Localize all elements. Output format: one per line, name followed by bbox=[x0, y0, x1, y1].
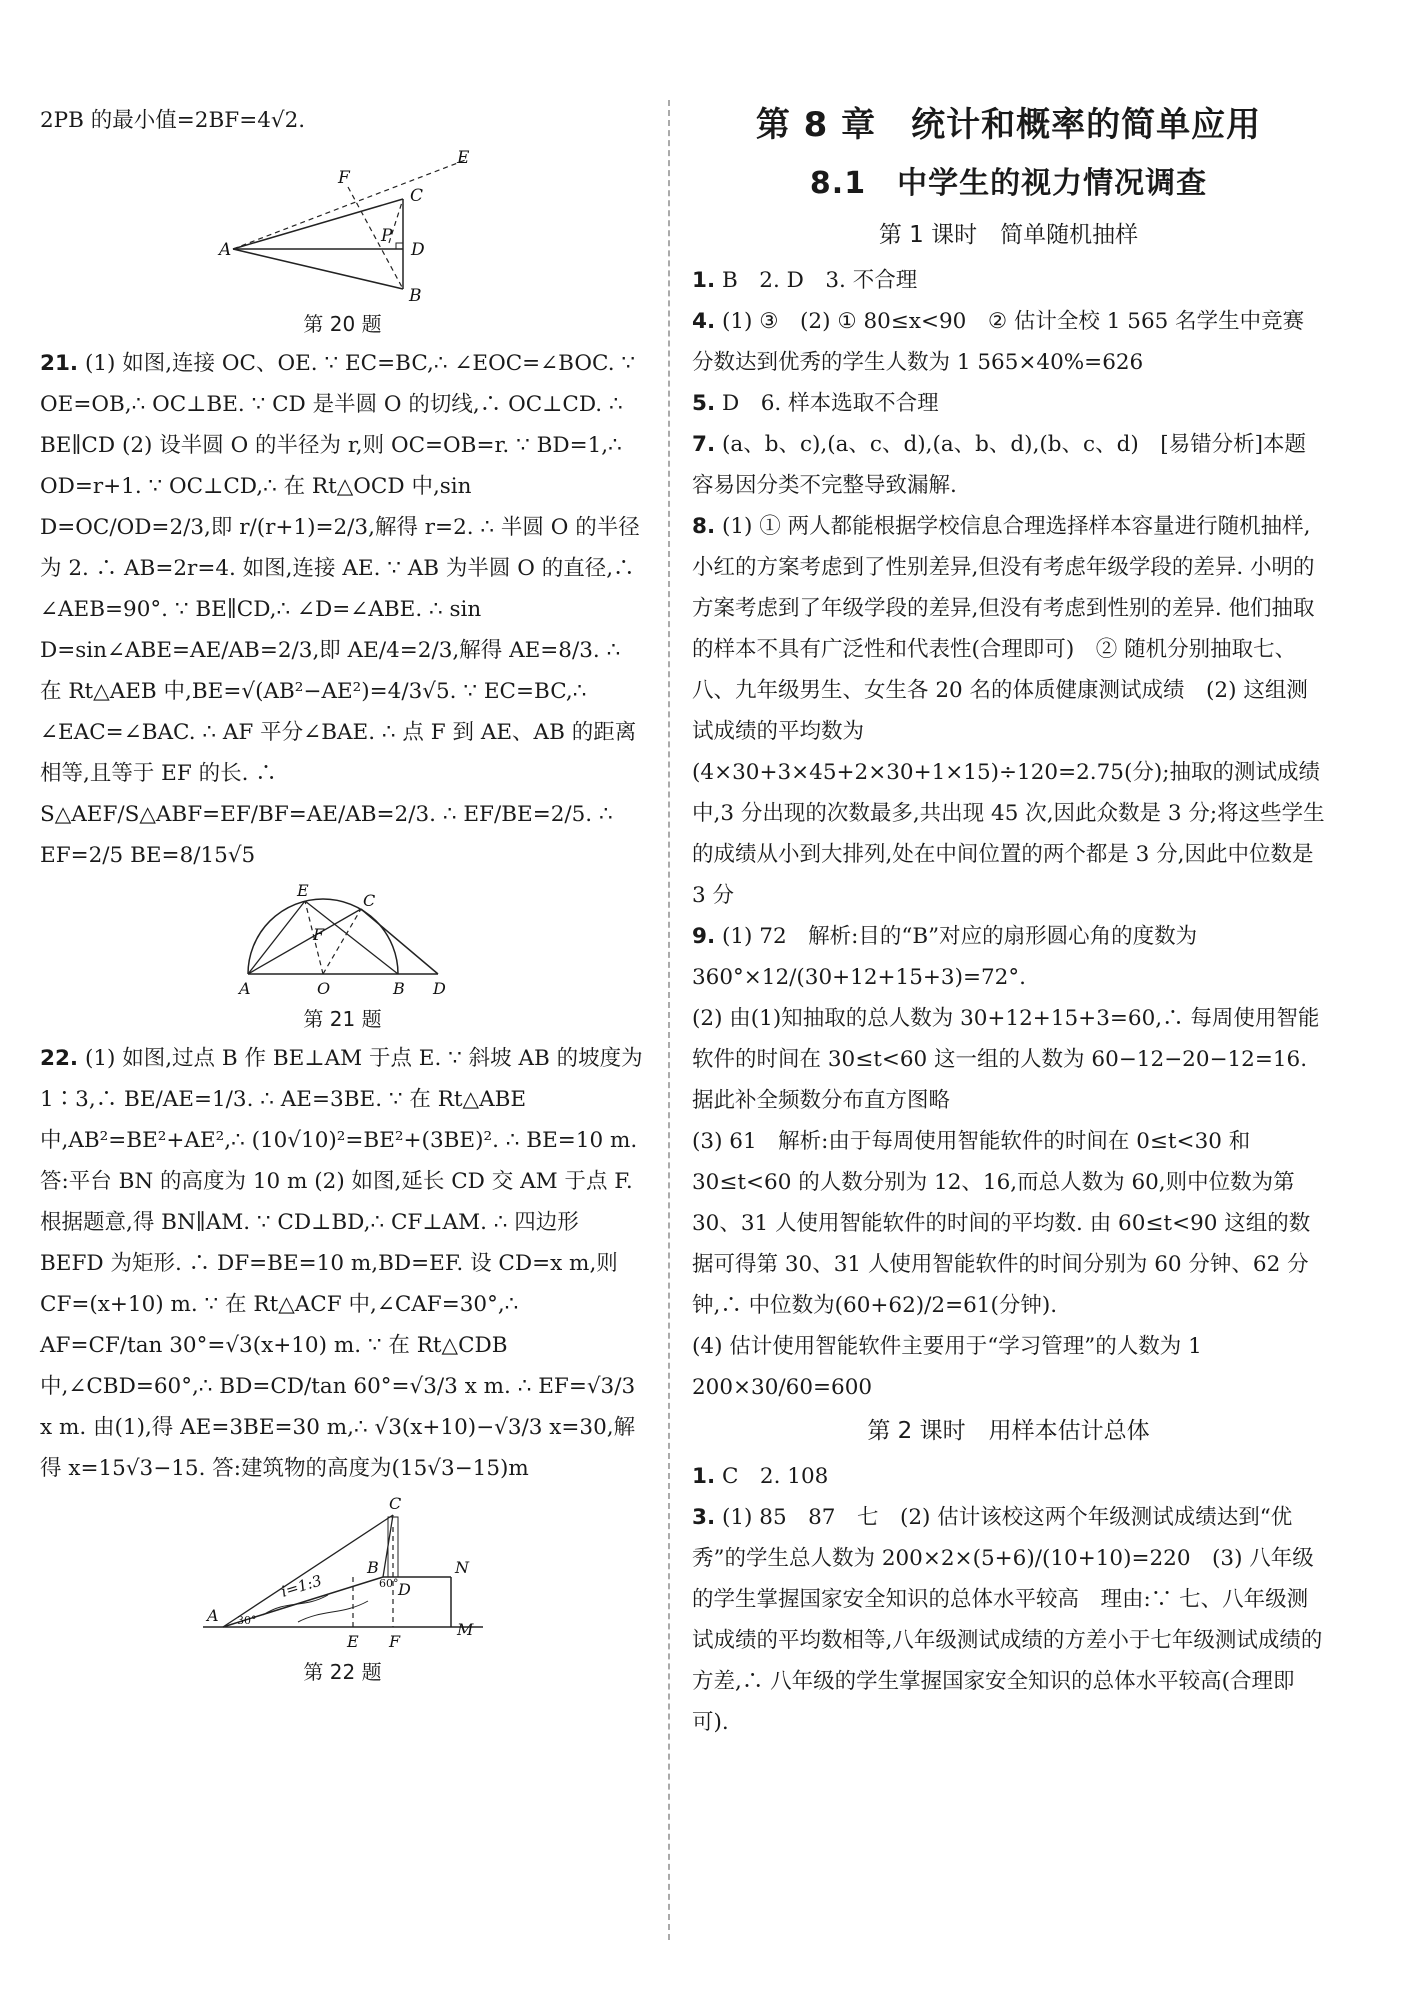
svg-text:D: D bbox=[410, 240, 425, 260]
svg-text:A: A bbox=[238, 979, 251, 998]
answer-20-end: 2PB 的最小值=2BF=4√2. bbox=[40, 108, 306, 133]
svg-text:30°: 30° bbox=[236, 1614, 256, 1627]
lesson-1-answers bbox=[692, 260, 1325, 1408]
right-column bbox=[692, 100, 1325, 1743]
svg-text:O: O bbox=[316, 979, 330, 998]
answer-item bbox=[692, 1456, 1325, 1497]
figure-22-caption: 第 22 题 bbox=[303, 1660, 382, 1684]
svg-text:C: C bbox=[409, 186, 423, 206]
figure-20 bbox=[40, 149, 645, 339]
figure-22-diagram bbox=[193, 1497, 493, 1657]
answer-item-text: (1) ① 两人都能根据学校信息合理选择样本容量进行随机抽样,小红的方案考虑到了性别差异,但没有考虑年级学段的差异. 小明的方案考虑到了年级学段的差异,但没有考虑到性别的差异. 他们抽取的样本不具有广泛性和代表性(合理即可) ② 随机分别抽取七、八、九年级男生、女生各 20 名的体质健康测试成绩 (2) 这组测试成绩的平均数为(4×30+3×45+2×30+1×15)÷120=2.75(分);抽取的测试成绩中,3 分出现的次数最多,共出现 45 次,因此众数是 3 分;将这些学生的成绩从小到大排列,处在中间位置的两个都是 3 分,因此中位数是 3 分 bbox=[692, 514, 1325, 908]
svg-text:F: F bbox=[312, 925, 324, 944]
svg-text:i=1:3: i=1:3 bbox=[278, 1571, 324, 1601]
svg-text:A: A bbox=[218, 240, 231, 260]
svg-text:F: F bbox=[388, 1632, 400, 1651]
answer-22 bbox=[40, 1038, 645, 1489]
answer-item bbox=[692, 260, 1325, 301]
answer-21-number: 21. bbox=[40, 351, 79, 376]
answer-21-text: (1) 如图,连接 OC、OE. ∵ EC=BC,∴ ∠EOC=∠BOC. ∵ OE=OB,∴ OC⊥BE. ∵ CD 是半圆 O 的切线,∴ OC⊥CD. ∴ BE∥CD (2) 设半圆 O 的半径为 r,则 OC=OB=r. ∵ BD=1,∴ OD=r+1. ∵ OC⊥CD,∴ 在 Rt△OCD 中,sin D=OC/OD=2/3,即 r/(r+1)=2/3,解得 r=2. ∴ 半圆 O 的半径为 2. ∴ AB=2r=4. 如图,连接 AE. ∵ AB 为半圆 O 的直径,∴ ∠AEB=90°. ∵ BE∥CD,∴ ∠D=∠ABE. ∴ sin D=sin∠ABE=AE/AB=2/3,即 AE/4=2/3,解得 AE=8/3. ∴ 在 Rt△AEB 中,BE=√(AB²−AE²)=4/3√5. ∵ EC=BC,∴ ∠EAC=∠BAC. ∴ AF 平分∠BAE. ∴ 点 F 到 AE、AB 的距离相等,且等于 EF 的长. ∴ S△AEF/S△ABF=EF/BF=AE/AB=2/3. ∴ EF/BE=2/5. ∴ EF=2/5 BE=8/15√5 bbox=[40, 351, 640, 868]
figure-21-caption: 第 21 题 bbox=[303, 1007, 382, 1031]
answer-item-text: (1) 72 解析:目的“B”对应的扇形圆心角的度数为 360°×12/(30+12+15+3)=72°. bbox=[692, 924, 1198, 990]
answer-item-text: (2) 由(1)知抽取的总人数为 30+12+15+3=60,∴ 每周使用智能软件的时间在 30≤t<60 这一组的人数为 60−12−20−12=16. 据此补全频数分布直方图略 bbox=[692, 1006, 1320, 1113]
svg-text:C: C bbox=[362, 891, 375, 910]
svg-text:D: D bbox=[432, 979, 446, 998]
answer-21 bbox=[40, 343, 645, 876]
answer-item-number: 3. bbox=[692, 1505, 716, 1530]
figure-20-caption: 第 20 题 bbox=[303, 312, 382, 336]
figure-21-diagram bbox=[233, 884, 453, 1004]
answer-item bbox=[692, 1326, 1325, 1408]
answer-item bbox=[692, 1121, 1325, 1326]
column-divider bbox=[668, 100, 670, 1940]
answer-item-text: (1) ③ (2) ① 80≤x<90 ② 估计全校 1 565 名学生中竞赛分数达到优秀的学生人数为 1 565×40%=626 bbox=[692, 309, 1305, 375]
svg-text:B: B bbox=[408, 286, 421, 306]
chapter-title: 第 8 章 统计和概率的简单应用 bbox=[755, 105, 1262, 145]
answer-item-text: B 2. D 3. 不合理 bbox=[721, 268, 918, 293]
answer-item-number: 1. bbox=[692, 1464, 716, 1489]
answer-item bbox=[692, 506, 1325, 916]
left-column bbox=[40, 100, 645, 1691]
svg-text:F: F bbox=[337, 168, 350, 188]
svg-text:E: E bbox=[456, 149, 469, 168]
lesson-2-answers bbox=[692, 1456, 1325, 1743]
answer-item-text: (a、b、c),(a、c、d),(a、b、d),(b、c、d) [易错分析]本题容易因分类不完整导致漏解. bbox=[692, 432, 1307, 498]
svg-text:P: P bbox=[380, 226, 392, 246]
svg-text:D: D bbox=[397, 1580, 411, 1599]
answer-item-number: 7. bbox=[692, 432, 716, 457]
answer-item bbox=[692, 383, 1325, 424]
svg-text:B: B bbox=[392, 979, 405, 998]
answer-item-text: C 2. 108 bbox=[721, 1464, 829, 1489]
figure-22 bbox=[40, 1497, 645, 1687]
figure-21 bbox=[40, 884, 645, 1034]
svg-text:E: E bbox=[296, 884, 309, 900]
svg-text:B: B bbox=[366, 1558, 379, 1577]
answer-item-number: 9. bbox=[692, 924, 716, 949]
answer-item bbox=[692, 916, 1325, 998]
answer-item-text: (1) 85 87 七 (2) 估计该校这两个年级测试成绩达到“优秀”的学生总人数为 200×2×(5+6)/(10+10)=220 (3) 八年级的学生掌握国家安全知识的总体水平较高 理由:∵ 七、八年级测试成绩的平均数相等,八年级测试成绩的方差小于七年级测试成绩的方差,∴ 八年级的学生掌握国家安全知识的总体水平较高(合理即可). bbox=[692, 1505, 1323, 1735]
section-title: 8.1 中学生的视力情况调查 bbox=[809, 166, 1208, 201]
answer-item-number: 8. bbox=[692, 514, 716, 539]
answer-22-text: (1) 如图,过点 B 作 BE⊥AM 于点 E. ∵ 斜坡 AB 的坡度为 1∶3,∴ BE/AE=1/3. ∴ AE=3BE. ∵ 在 Rt△ABE 中,AB²=BE²+AE²,∴ (10√10)²=BE²+(3BE)². ∴ BE=10 m. 答:平台 BN 的高度为 10 m (2) 如图,延长 CD 交 AM 于点 F. 根据题意,得 BN∥AM. ∵ CD⊥BD,∴ CF⊥AM. ∴ 四边形 BEFD 为矩形. ∴ DF=BE=10 m,BD=EF. 设 CD=x m,则 CF=(x+10) m. ∵ 在 Rt△ACF 中,∠CAF=30°,∴ AF=CF/tan 30°=√3(x+10) m. ∵ 在 Rt△CDB 中,∠CBD=60°,∴ BD=CD/tan 60°=√3/3 x m. ∴ EF=√3/3 x m. 由(1),得 AE=3BE=30 m,∴ √3(x+10)−√3/3 x=30,解得 x=15√3−15. 答:建筑物的高度为(15√3−15)m bbox=[40, 1046, 643, 1481]
answer-item-text: D 6. 样本选取不合理 bbox=[721, 391, 939, 416]
answer-item bbox=[692, 1497, 1325, 1743]
lesson-1-title: 第 1 课时 简单随机抽样 bbox=[878, 222, 1139, 248]
svg-text:E: E bbox=[346, 1632, 359, 1651]
answer-item-number: 5. bbox=[692, 391, 716, 416]
answer-item bbox=[692, 301, 1325, 383]
answer-item-number: 4. bbox=[692, 309, 716, 334]
svg-text:M: M bbox=[456, 1620, 473, 1639]
answer-item-number: 1. bbox=[692, 268, 716, 293]
svg-text:C: C bbox=[388, 1497, 401, 1513]
answer-item-text: (3) 61 解析:由于每周使用智能软件的时间在 0≤t<30 和 30≤t<60 的人数分别为 12、16,而总人数为 60,则中位数为第 30、31 人使用智能软件的时间的平均数. 由 60≤t<90 这组的数据可得第 30、31 人使用智能软件的时间分别为 60 分钟、62 分钟,∴ 中位数为(60+62)/2=61(分钟). bbox=[692, 1129, 1311, 1318]
answer-item bbox=[692, 998, 1325, 1121]
svg-text:N: N bbox=[454, 1558, 469, 1577]
answer-item-text: (4) 估计使用智能软件主要用于“学习管理”的人数为 1 200×30/60=600 bbox=[692, 1334, 1202, 1400]
svg-text:A: A bbox=[206, 1606, 219, 1625]
figure-20-diagram bbox=[213, 149, 473, 309]
lesson-2-title: 第 2 课时 用样本估计总体 bbox=[867, 1418, 1150, 1444]
answer-22-number: 22. bbox=[40, 1046, 79, 1071]
svg-text:60°: 60° bbox=[378, 1577, 398, 1590]
answer-item bbox=[692, 424, 1325, 506]
